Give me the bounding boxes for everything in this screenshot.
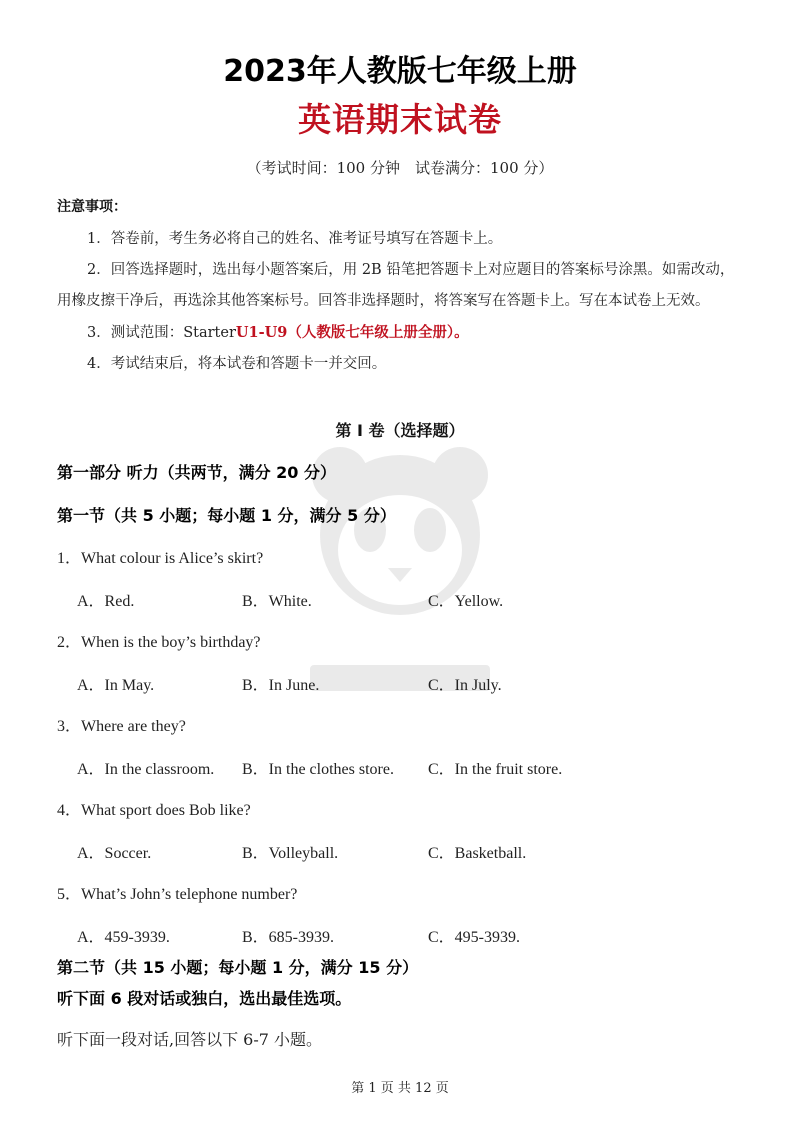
question-3-option-c: C．In the fruit store. [428, 761, 563, 778]
document-subtitle: 英语期末试卷 [298, 100, 502, 139]
page-footer: 第 1 页 共 12 页 [351, 1081, 449, 1096]
section1-heading: 第一节（共 5 小题；每小题 1 分，满分 5 分） [57, 506, 396, 525]
notice-list [57, 224, 745, 380]
notice-item-3-prefix: 3．测试范围：Starter [87, 325, 236, 341]
question-5-option-a: A．459-3939. [77, 929, 170, 946]
notice-item-3 [57, 317, 745, 349]
exam-info: （考试时间：100 分钟 试卷满分：100 分） [246, 159, 554, 177]
notice-heading: 注意事项： [57, 199, 127, 215]
question-2-option-b: B．In June. [242, 677, 320, 694]
notice-item-2: 2．回答选择题时，选出每小题答案后，用 2B 铅笔把答题卡上对应题目的答案标号涂黑。如需改动，用橡皮擦干净后，再选涂其他答案标号。回答非选择题时，将答案写在答题卡上。写在本试卷上无效。 [57, 262, 735, 309]
notice-item-1: 1．答卷前，考生务必将自己的姓名、准考证号填写在答题卡上。 [87, 231, 503, 247]
volume-title: 第 I 卷（选择题） [335, 421, 465, 440]
notice-item-3-suffix: 。 [454, 324, 469, 341]
question-3-option-b: B．In the clothes store. [242, 761, 394, 778]
question-4-option-b: B．Volleyball. [242, 845, 339, 862]
question-4-option-c: C．Basketball. [428, 845, 527, 862]
question-5-option-b: B．685-3939. [242, 929, 335, 946]
question-4: 4．What sport does Bob like? [57, 802, 251, 819]
test-scope-highlight: U1-U9（人教版七年级上册全册） [235, 324, 455, 341]
question-5-option-c: C．495-3939. [428, 929, 521, 946]
section2-heading: 第二节（共 15 小题；每小题 1 分，满分 15 分） [57, 958, 419, 977]
question-1: 1．What colour is Alice’s skirt? [57, 550, 264, 567]
question-1-option-b: B．White. [242, 593, 312, 610]
question-4-option-a: A．Soccer. [77, 845, 152, 862]
section2-subinstruction: 听下面一段对话,回答以下 6-7 小题。 [57, 1030, 323, 1049]
question-2: 2．When is the boy’s birthday? [57, 634, 261, 651]
document-title: 2023年人教版七年级上册 [223, 54, 577, 89]
question-2-option-c: C．In July. [428, 677, 502, 694]
notice-item-4: 4．考试结束后，将本试卷和答题卡一并交回。 [87, 356, 387, 372]
question-2-option-a: A．In May. [77, 677, 155, 694]
question-5: 5．What’s John’s telephone number? [57, 886, 298, 903]
part1-heading: 第一部分 听力（共两节，满分 20 分） [57, 463, 336, 482]
question-1-option-c: C．Yellow. [428, 593, 504, 610]
question-3-option-a: A．In the classroom. [77, 761, 215, 778]
question-3: 3．Where are they? [57, 718, 186, 735]
section2-instruction: 听下面 6 段对话或独白，选出最佳选项。 [57, 989, 352, 1008]
question-1-option-a: A．Red. [77, 593, 135, 610]
